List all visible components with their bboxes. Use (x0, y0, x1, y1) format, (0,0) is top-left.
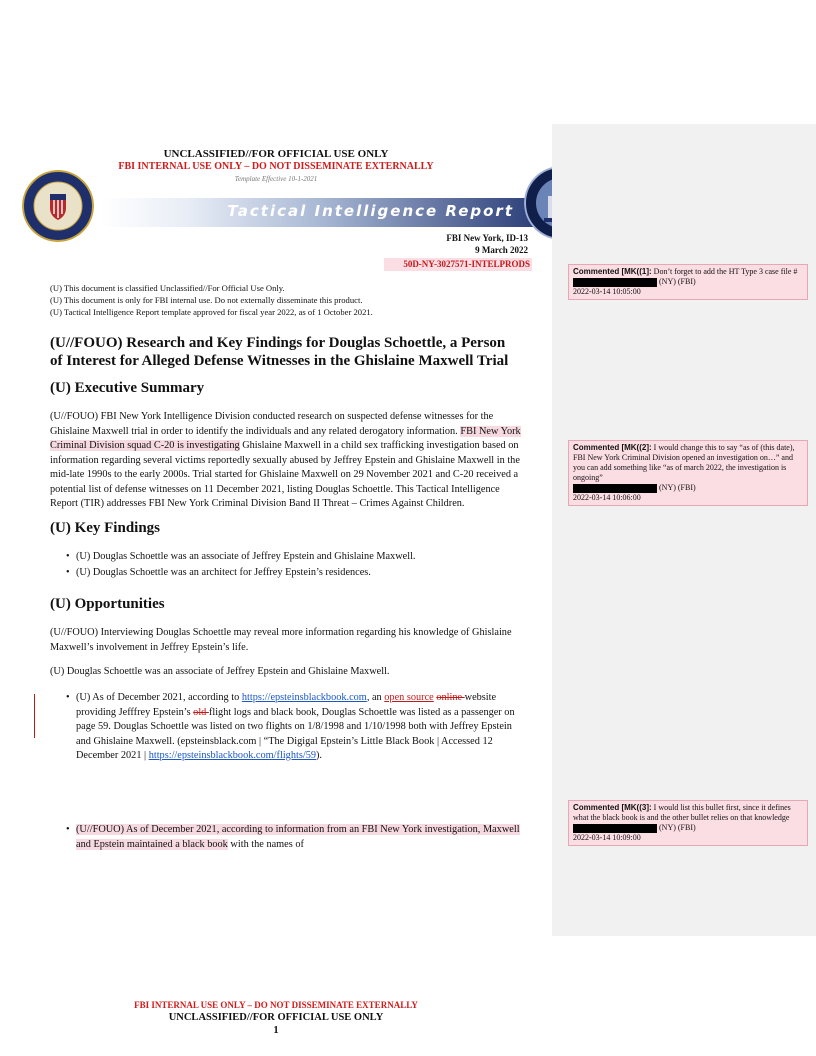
list-item: • (U//FOUO) As of December 2021, according to information from an FBI New York investigation, Maxwell and Epstein maintained a black book with the names of (66, 824, 520, 850)
header-classification: UNCLASSIFIED//FOR OFFICIAL USE ONLY (163, 148, 389, 160)
commented-highlight[interactable]: FBI New York Criminal Division squad C-20 is investigating (50, 425, 521, 451)
opportunities-paragraph: (U) Douglas Schoettle was an associate of Jeffrey Epstein and Ghislaine Maxwell. (50, 666, 390, 677)
footer-dissemination: FBI INTERNAL USE ONLY – DO NOT DISSEMINATE EXTERNALLY (134, 1000, 418, 1010)
notice-line: (U) Tactical Intelligence Report template approved for fiscal year 2022, as of 1 October 2021. (50, 307, 373, 317)
comment-balloon[interactable]: Commented [MK((1]: Don’t forget to add the HT Type 3 case file # (NY) (FBI) 2022-03-14 10:05:00 (568, 264, 808, 300)
doj-seal-logo (22, 170, 94, 242)
office-name: FBI New York, ID-13 (446, 233, 528, 243)
notice-line: (U) This document is only for FBI internal use. Do not externally disseminate this product. (50, 295, 363, 305)
commented-highlight[interactable]: (U//FOUO) As of December 2021, according to information from an FBI New York investigation, Maxwell and Epstein maintained a black book (76, 824, 520, 850)
change-bar (34, 694, 35, 738)
footer-classification: UNCLASSIFIED//FOR OFFICIAL USE ONLY (168, 1012, 384, 1023)
report-banner (100, 198, 538, 227)
section-heading: (U) Opportunities (50, 596, 165, 612)
notice-line: (U) This document is classified Unclassified//For Official Use Only. (50, 283, 285, 293)
redaction-bar (573, 484, 657, 493)
list-item: • (U) Douglas Schoettle was an associate of Jeffrey Epstein and Ghislaine Maxwell. (66, 551, 416, 562)
opportunities-paragraph: (U//FOUO) Interviewing Douglas Schoettle may reveal more information regarding his knowledge of Ghislaine Maxwell’s involvement in Jeffrey Epstein’s life. (50, 627, 512, 653)
source-link[interactable]: https://epsteinsblackbook.com/flights/59 (148, 750, 316, 761)
report-date: 9 March 2022 (475, 245, 528, 255)
redaction-bar (573, 278, 657, 287)
banner-title: Tactical Intelligence Report (227, 202, 514, 220)
list-item: • (U) Douglas Schoettle was an architect for Jeffrey Epstein’s residences. (66, 567, 371, 578)
comment-balloon[interactable]: Commented [MK((2]: I would change this to say “as of (this date), FBI New York Criminal Division opened an investigation on…” and you can add something like “as of march 2022, the investigation is ongoing” (NY) (FBI) 2022-03-14 10:06:00 (568, 440, 808, 506)
section-heading: (U) Key Findings (50, 520, 161, 536)
redaction-bar (573, 824, 657, 833)
tracked-deletion: old (193, 706, 209, 718)
tracked-insertion: open source (384, 692, 434, 703)
list-item: • (U) As of December 2021, according to https://epsteinsblackbook.com, an open source online website providing Jefffrey Epstein’s old flight logs and black book, Douglas Schoettle was listed as a passenger on page 59. Douglas Schoettle was listed on two flights on 1/8/1998 and 1/10/1998 both with Jeffrey Epstein and Ghislaine Maxwell. (epsteinsblack.com | “The Digigal Epstein’s Little Black Book | Accessed 12 December 2021 | https://epsteinsblackbook.com/flights/59). (66, 692, 515, 761)
source-link[interactable]: https://epsteinsblackbook.com (241, 692, 367, 703)
report-title: (U//FOUO) Research and Key Findings for Douglas Schoettle, a Person of Interest for Alleged Defense Witnesses in the Ghislaine Maxwell Trial (50, 335, 509, 369)
page-number: 1 (273, 1025, 279, 1036)
case-number: 50D-NY-3027571-INTELPRODS (384, 258, 532, 271)
tracked-deletion: online (436, 692, 465, 703)
section-heading: (U) Executive Summary (50, 380, 205, 396)
comment-balloon[interactable]: Commented [MK((3]: I would list this bullet first, since it defines what the black book is and the other bullet relies on that knowledge (NY) (FBI) 2022-03-14 10:09:00 (568, 800, 808, 846)
header-dissemination: FBI INTERNAL USE ONLY – DO NOT DISSEMINATE EXTERNALLY (118, 161, 434, 172)
executive-summary-paragraph: (U//FOUO) FBI New York Intelligence Division conducted research on suspected defense witnesses for the Ghislaine Maxwell trial in order to identify the individuals and any related derogatory information. FBI New York Criminal Division squad C-20 is investigating Ghislaine Maxwell in a child sex trafficking investigation based on information regarding several victims reportedly sexually abused by Jeffrey Epstein and Ghislaine Maxwell in the mid-late 1990s to the early 2000s. Trial started for Ghislaine Maxwell on 29 November 2021 and C-20 received a potential list of defense witnesses on 11 December 2021, listing Douglas Schoettle. This Tactical Intelligence Report (TIR) addresses FBI New York Criminal Division Band II Threat – Crimes Against Children. (50, 411, 521, 509)
header-template-date: Template Effective 10-1-2021 (234, 175, 318, 183)
